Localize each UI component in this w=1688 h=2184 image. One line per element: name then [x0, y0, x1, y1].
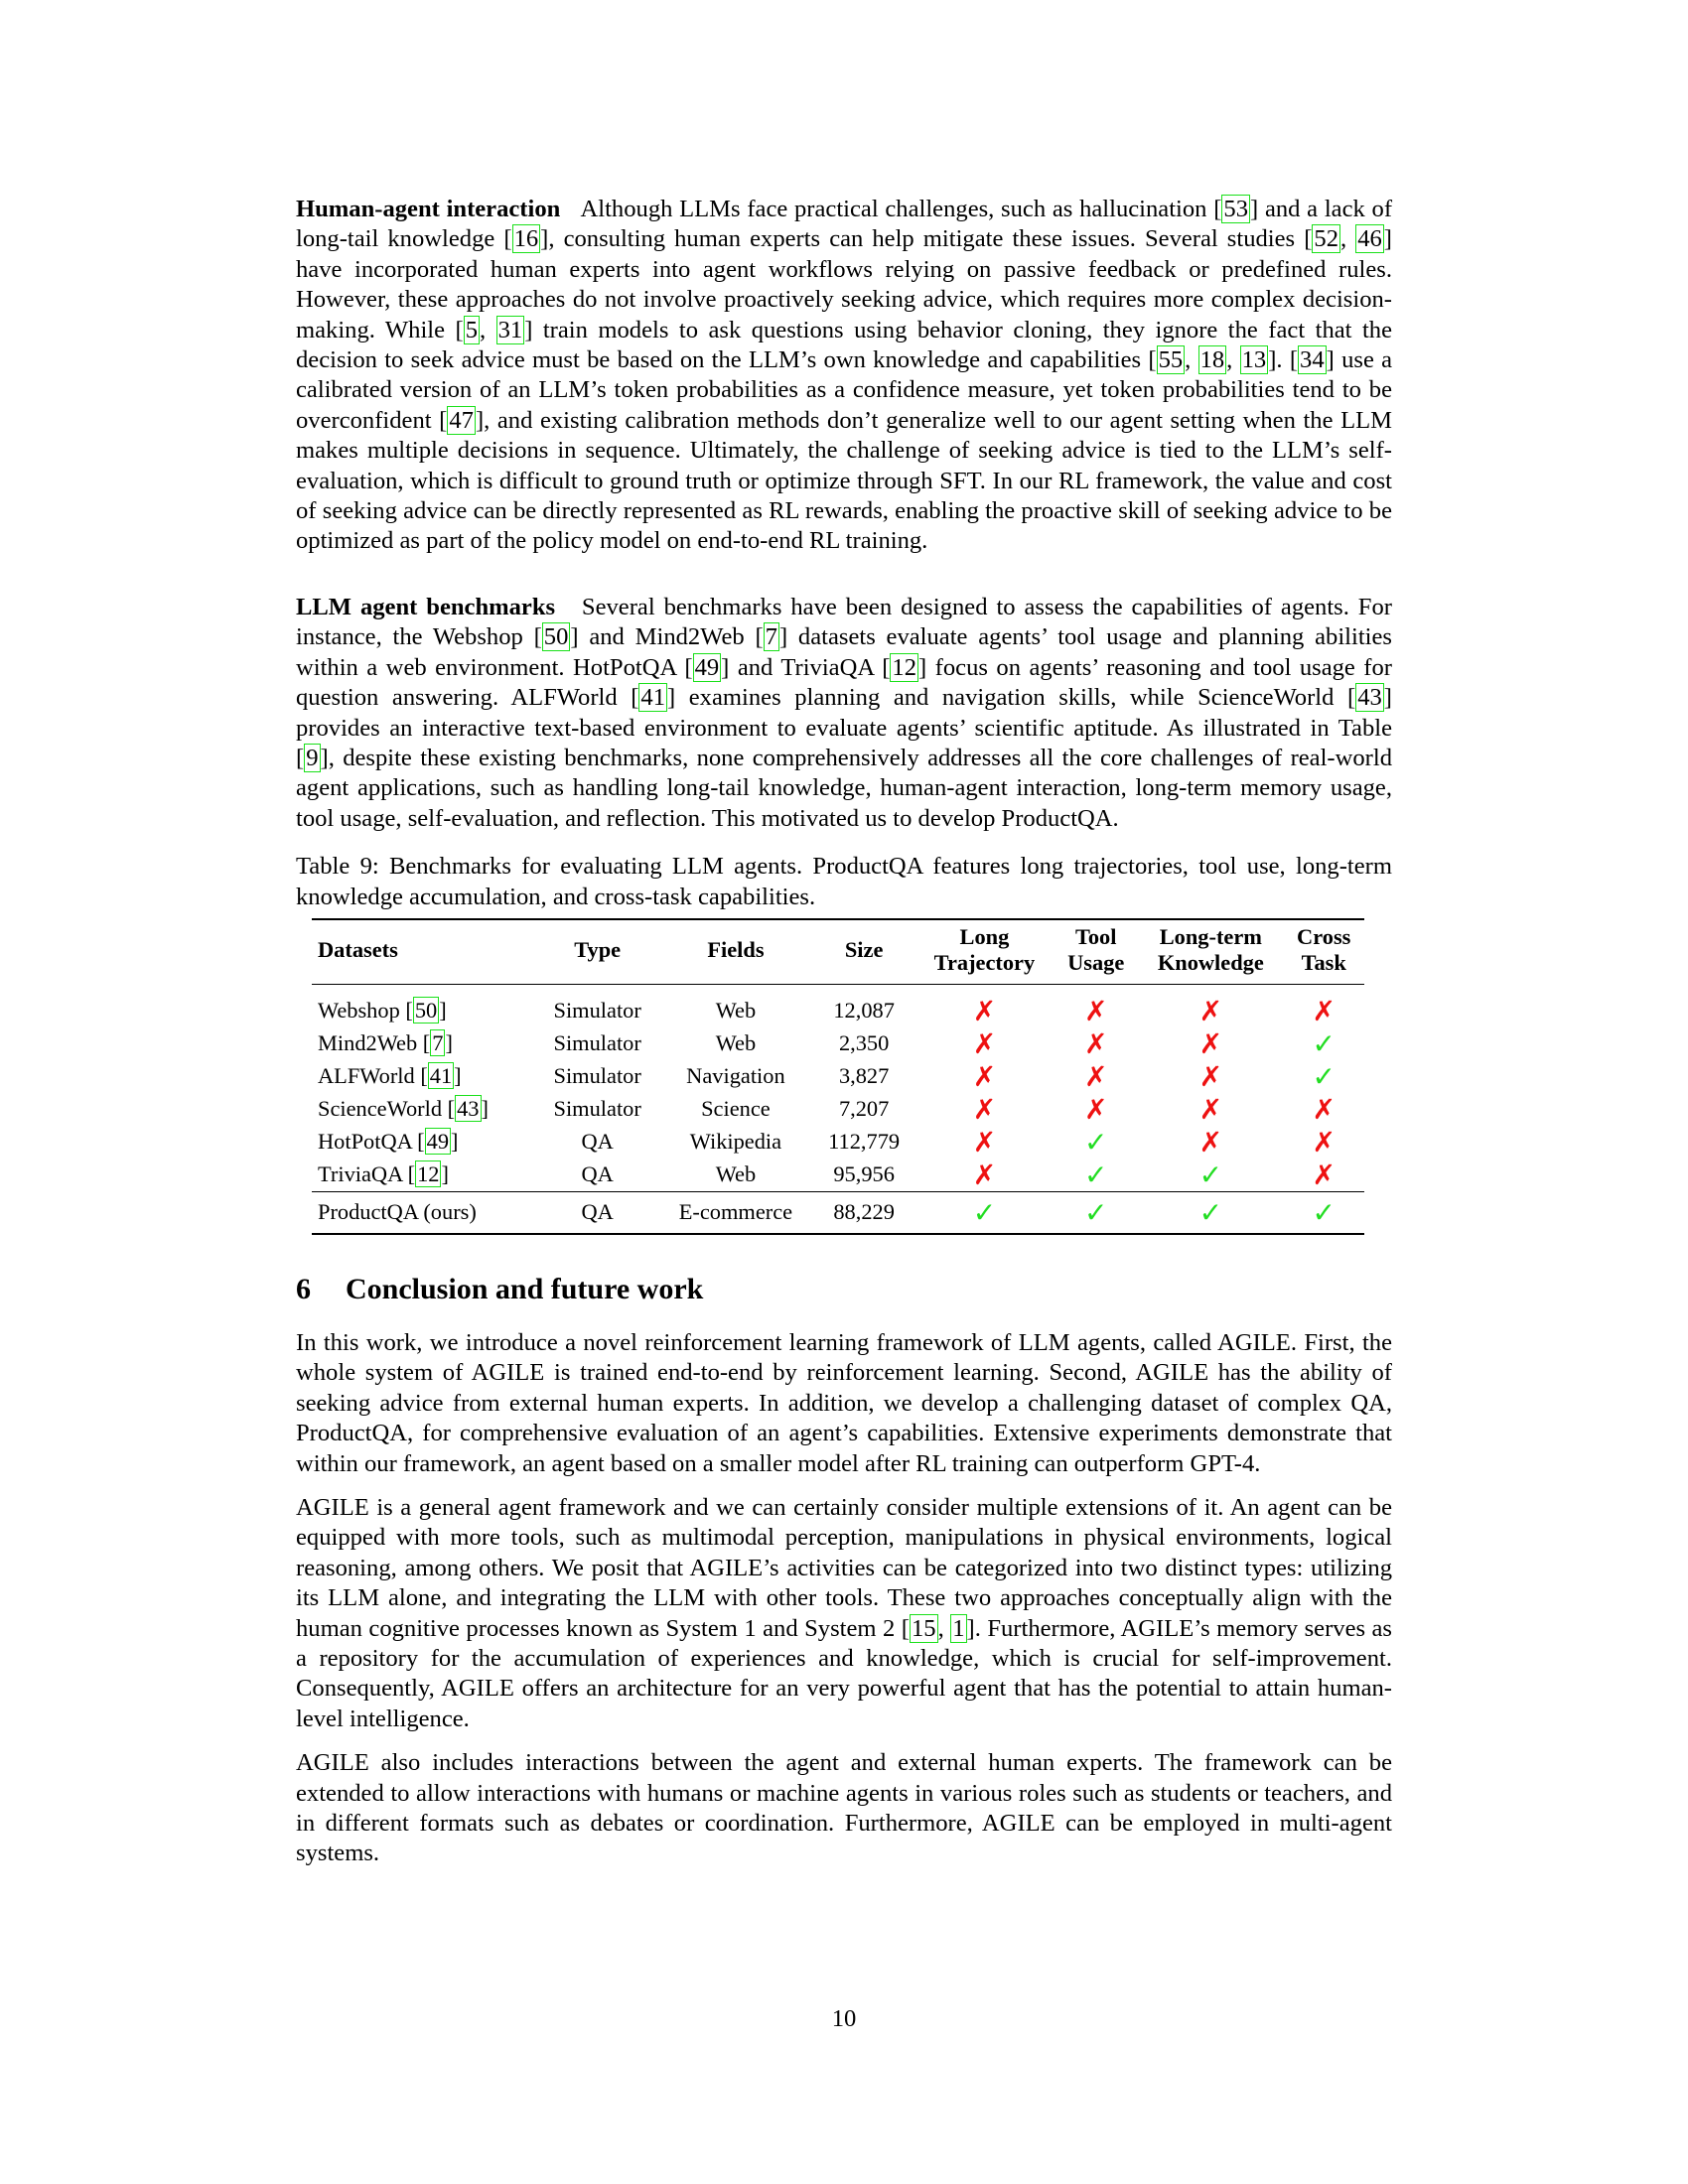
cross-icon: ✗: [1083, 1026, 1108, 1060]
citation-link[interactable]: 7: [432, 1030, 444, 1056]
citation-link[interactable]: 18: [1199, 346, 1225, 374]
dataset-name: Webshop [50]: [318, 998, 447, 1024]
table-row-ours: [312, 1191, 1364, 1234]
human-agent-paragraph: [296, 195, 1392, 557]
column-header: Long Trajectory: [915, 919, 1054, 985]
table-row: [312, 1060, 1364, 1093]
dataset-field: Wikipedia: [689, 1129, 782, 1155]
citation-link[interactable]: 50: [414, 998, 438, 1024]
citation-link[interactable]: 41: [429, 1063, 453, 1089]
dataset-size: 7,207: [838, 1096, 890, 1122]
citation-link[interactable]: 15: [912, 1614, 936, 1642]
dataset-size: 95,956: [833, 1161, 895, 1187]
cross-icon: ✗: [1083, 1059, 1108, 1093]
dataset-size: 3,827: [838, 1063, 890, 1089]
cross-icon: ✗: [1312, 994, 1336, 1027]
cross-icon: ✗: [1083, 1092, 1108, 1126]
check-icon: ✓: [1283, 1191, 1364, 1234]
dataset-type: QA: [581, 1161, 614, 1187]
column-header: Cross Task: [1283, 919, 1364, 985]
dataset-field: Navigation: [686, 1063, 785, 1089]
page-content: [296, 195, 1392, 1869]
table-caption: Table 9: Benchmarks for evaluating LLM agents. ProductQA features long trajectories, tool use, long-term knowledge accumulation, and cross-task capabilities.: [296, 853, 1392, 910]
cross-icon: ✗: [1198, 1059, 1223, 1093]
dataset-name: ALFWorld [41]: [318, 1063, 462, 1089]
dataset-name: ProductQA (ours): [312, 1191, 536, 1234]
cross-icon: ✗: [972, 1125, 997, 1159]
column-header: Tool Usage: [1054, 919, 1138, 985]
check-icon: ✓: [1083, 1125, 1108, 1159]
check-icon: ✓: [1138, 1191, 1283, 1234]
section-heading: [296, 1273, 1392, 1306]
check-icon: ✓: [1083, 1158, 1108, 1191]
section-number: 6: [296, 1272, 311, 1305]
dataset-name: HotPotQA [49]: [318, 1129, 459, 1155]
check-icon: ✓: [1312, 1059, 1336, 1093]
cross-icon: ✗: [972, 994, 997, 1027]
citation-link[interactable]: 55: [1158, 346, 1184, 374]
cross-icon: ✗: [972, 1059, 997, 1093]
dataset-size: 88,229: [813, 1191, 915, 1234]
human-agent-heading: Human-agent interaction: [296, 196, 561, 222]
column-header: Type: [536, 919, 658, 985]
cross-icon: ✗: [972, 1158, 997, 1191]
cross-icon: ✗: [1312, 1125, 1336, 1159]
citation-link[interactable]: 50: [543, 623, 569, 651]
page-number: 10: [831, 2005, 857, 2032]
table-header-row: [312, 919, 1364, 985]
citation-link[interactable]: 5: [465, 316, 478, 343]
benchmarks-table: [312, 918, 1364, 1235]
citation-link[interactable]: 9: [306, 744, 319, 771]
dataset-type: Simulator: [553, 998, 641, 1024]
dataset-type: QA: [536, 1191, 658, 1234]
check-icon: ✓: [1312, 1026, 1336, 1060]
dataset-size: 12,087: [833, 998, 895, 1024]
dataset-name: Mind2Web [7]: [318, 1030, 453, 1056]
citation-link[interactable]: 16: [513, 225, 539, 253]
table-row: [312, 1093, 1364, 1126]
dataset-field: Science: [701, 1096, 771, 1122]
benchmarks-heading: LLM agent benchmarks: [296, 593, 556, 620]
dataset-field: Web: [715, 998, 757, 1024]
dataset-type: QA: [581, 1129, 614, 1155]
citation-link[interactable]: 52: [1314, 225, 1338, 253]
citation-link[interactable]: 43: [457, 1096, 480, 1122]
cross-icon: ✗: [1312, 1092, 1336, 1126]
dataset-name: TriviaQA [12]: [318, 1161, 449, 1187]
cross-icon: ✗: [1083, 994, 1108, 1027]
citation-link[interactable]: 31: [497, 316, 523, 343]
dataset-type: Simulator: [553, 1063, 641, 1089]
dataset-name: ScienceWorld [43]: [318, 1096, 489, 1122]
citation-link[interactable]: 43: [1357, 684, 1382, 712]
column-header: Fields: [658, 919, 812, 985]
citation-link[interactable]: 13: [1241, 346, 1267, 374]
section-title: Conclusion and future work: [346, 1272, 704, 1305]
dataset-field: Web: [715, 1161, 757, 1187]
citation-link[interactable]: 46: [1357, 225, 1382, 253]
cross-icon: ✗: [972, 1092, 997, 1126]
conclusion-paragraph-2: AGILE is a general agent framework and we can certainly consider multiple extensions of it. An agent can be equipped with more tools, such as multimodal perception, manipulations in physical environments, logical reasoning, among others. We posit that AGILE’s activities can be categorized into two distinct types: utilizing its LLM alone, and integrating the LLM with other tools. These two approaches conceptually align with the human cognitive processes known as System 1 and System 2 [15, 1]. Furthermore, AGILE’s memory serves as a repository for the accumulation of experiences and knowledge, which is crucial for self-improvement. Consequently, AGILE offers an architecture for an very powerful agent that has the potential to attain human-level intelligence.: [296, 1493, 1393, 1732]
dataset-type: Simulator: [553, 1096, 641, 1122]
cross-icon: ✗: [1312, 1158, 1336, 1191]
citation-link[interactable]: 12: [417, 1161, 440, 1187]
citation-link[interactable]: 12: [892, 653, 916, 681]
table-row: [312, 1027, 1364, 1060]
column-header: Size: [813, 919, 915, 985]
citation-link[interactable]: 49: [694, 653, 720, 681]
cross-icon: ✗: [1198, 1026, 1223, 1060]
benchmarks-body: Several benchmarks have been designed to assess the capabilities of agents. For instance, the Webshop [50] and Mind2Web [7] datasets evaluate agents’ tool usage and planning abilities within a web environment. HotPotQA [49] and TriviaQA [12] focus on agents’ reasoning and tool usage for question answering. ALFWorld [41] examines planning and navigation skills, while ScienceWorld [43] provides an interactive text-based environment to evaluate agents’ scientific aptitude. As illustrated in Table [9], despite these existing benchmarks, none comprehensively addresses all the core challenges of real-world agent applications, such as handling long-tail knowledge, human-agent interaction, long-term memory usage, tool usage, self-evaluation, and reflection. This motivated us to develop ProductQA.: [296, 593, 1392, 832]
human-agent-body: Although LLMs face practical challenges, such as hallucination [53] and a lack of long-tail knowledge [16], consulting human experts can help mitigate these issues. Several studies [52, 46] have incorporated human experts into agent workflows relying on passive feedback or predefined rules. However, these approaches do not involve proactively seeking advice, which requires more complex decision-making. While [5, 31] train models to ask questions using behavior cloning, they ignore the fact that the decision to seek advice must be based on the LLM’s own knowledge and capabilities [55, 18, 13]. [34] use a calibrated version of an LLM’s token probabilities as a confidence measure, yet token probabilities tend to be overconfident [47], and existing calibration methods don’t generalize well to our agent setting when the LLM makes multiple decisions in sequence. Ultimately, the challenge of seeking advice is tied to the LLM’s self-evaluation, which is difficult to ground truth or optimize through SFT. In our RL framework, the value and cost of seeking advice can be directly represented as RL rewards, enabling the proactive skill of seeking advice to be optimized as part of the policy model on end-to-end RL training.: [296, 196, 1393, 555]
dataset-field: Web: [715, 1030, 757, 1056]
check-icon: ✓: [1054, 1191, 1138, 1234]
table-row: [312, 1126, 1364, 1159]
check-icon: ✓: [915, 1191, 1054, 1234]
column-header: Long-term Knowledge: [1138, 919, 1283, 985]
conclusion-paragraph-3: AGILE also includes interactions between the agent and external human experts. The framework can be extended to allow interactions with humans or machine agents in various roles such as students or teachers, and in different formats such as debates or coordination. Furthermore, AGILE can be employed in multi-agent systems.: [296, 1749, 1392, 1867]
citation-link[interactable]: 7: [765, 623, 777, 651]
dataset-field: E-commerce: [658, 1191, 812, 1234]
benchmarks-paragraph: [296, 593, 1392, 834]
dataset-type: Simulator: [553, 1030, 641, 1056]
citation-link[interactable]: 1: [952, 1614, 965, 1642]
citation-link[interactable]: 49: [426, 1129, 450, 1155]
citation-link[interactable]: 34: [1300, 346, 1325, 374]
table-row: [312, 984, 1364, 1027]
check-icon: ✓: [1198, 1158, 1223, 1191]
dataset-size: 112,779: [828, 1129, 901, 1155]
citation-link[interactable]: 47: [449, 406, 474, 434]
column-header: Datasets: [312, 919, 536, 985]
table-row: [312, 1159, 1364, 1192]
cross-icon: ✗: [1198, 1125, 1223, 1159]
citation-link[interactable]: 41: [640, 684, 665, 712]
conclusion-paragraph-1: In this work, we introduce a novel reinforcement learning framework of LLM agents, called AGILE. First, the whole system of AGILE is trained end-to-end by reinforcement learning. Second, AGILE has the ability of seeking advice from external human experts. In addition, we develop a challenging dataset of complex QA, ProductQA, for comprehensive evaluation of an agent’s capabilities. Extensive experiments demonstrate that within our framework, an agent based on a smaller model after RL training can outperform GPT-4.: [296, 1328, 1392, 1477]
dataset-size: 2,350: [838, 1030, 890, 1056]
cross-icon: ✗: [1198, 994, 1223, 1027]
cross-icon: ✗: [972, 1026, 997, 1060]
citation-link[interactable]: 53: [1223, 196, 1249, 222]
cross-icon: ✗: [1198, 1092, 1223, 1126]
